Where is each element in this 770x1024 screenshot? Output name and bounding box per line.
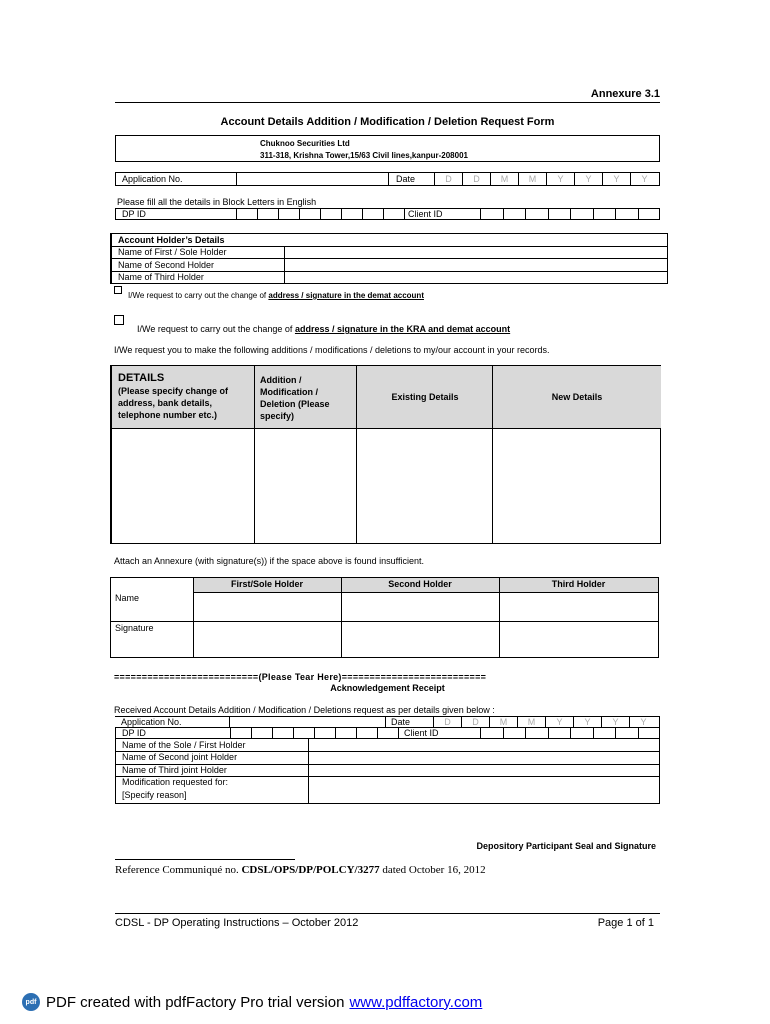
ack-date-field[interactable] (433, 717, 659, 727)
request-demat (128, 291, 424, 300)
new-col: New Details (551, 392, 603, 402)
ack-application-field[interactable] (229, 717, 386, 727)
date-cell: D (433, 717, 461, 727)
annexure-note: Attach an Annexure (with signature(s)) if the space above is found insufficient. (114, 556, 425, 566)
ack-client-id-label: Client ID (404, 728, 439, 738)
third-holder-label: Name of Third Holder (118, 272, 204, 282)
company-name: Chuknoo Securities Ltd (260, 139, 350, 148)
account-holders-header: Account Holder’s Details (118, 235, 225, 245)
ack-dp-id-label: DP ID (122, 728, 146, 738)
details-col-sub: (Please specify change of address, bank details, telephone number etc.) (118, 386, 229, 420)
ack-second-label: Name of Second joint Holder (122, 752, 238, 762)
date-cell: Y (630, 173, 658, 185)
demat-checkbox[interactable] (114, 281, 122, 299)
ack-entry-fields[interactable] (309, 739, 659, 803)
date-cell: D (462, 173, 490, 185)
sig-col-second: Second Holder (388, 579, 452, 589)
ack-date-label: Date (391, 717, 411, 727)
ack-third-label: Name of Third joint Holder (122, 765, 227, 775)
sig-row-name: Name (115, 593, 140, 603)
date-cell: D (434, 173, 462, 185)
details-entry-area[interactable] (112, 429, 661, 543)
date-cell: Y (601, 717, 629, 727)
dp-id-row (115, 208, 660, 220)
date-field[interactable] (434, 173, 660, 185)
addition-col: Addition / Modification / Deletion (Please specify) (260, 375, 330, 421)
form-title: Account Details Addition / Modification / Deletion Request Form (220, 116, 555, 128)
details-table (110, 365, 661, 544)
application-label: Application No. (122, 174, 183, 184)
ack-client-id-field[interactable] (480, 728, 660, 738)
ack-title: Acknowledgement Receipt (330, 683, 445, 693)
reference-suffix: dated October 16, 2012 (382, 864, 486, 876)
ack-sole-first-label: Name of the Sole / First Holder (122, 740, 246, 750)
client-id-field[interactable] (480, 209, 660, 219)
kra-checkbox[interactable] (114, 312, 124, 330)
pdf-banner (22, 993, 482, 1011)
request-kra-prefix: I/We request to carry out the change of (137, 324, 293, 334)
date-cell: Y (573, 717, 601, 727)
date-cell: Y (629, 717, 657, 727)
company-box (115, 135, 660, 162)
first-holder-label: Name of First / Sole Holder (118, 247, 227, 257)
dp-id-label: DP ID (122, 209, 146, 219)
pdf-logo-icon: pdf (22, 993, 40, 1011)
request-demat-prefix: I/We request to carry out the change of (128, 291, 267, 300)
tear-line: ==========================(Please Tear Here)========================== (114, 672, 487, 682)
existing-col: Existing Details (391, 392, 459, 402)
ack-reason-label: [Specify reason] (122, 790, 187, 800)
sig-row-signature: Signature (115, 623, 154, 633)
request-kra (137, 324, 510, 334)
footer-left: CDSL - DP Operating Instructions – October 2012 (115, 917, 359, 929)
request-text: I/We request you to make the following additions / modifications / deletions to my/our account in your records. (114, 345, 550, 355)
application-field[interactable] (236, 173, 387, 185)
header-rule (115, 102, 660, 103)
ack-modification-label: Modification requested for: (122, 777, 229, 787)
ack-form (115, 716, 660, 804)
application-row (115, 172, 660, 186)
reference (115, 864, 486, 876)
date-cell: Y (574, 173, 602, 185)
signature-table (110, 577, 659, 658)
pdf-banner-link[interactable]: www.pdffactory.com (349, 993, 483, 1011)
date-label: Date (396, 174, 416, 184)
block-letters-note: Please fill all the details in Block Letters in English (117, 197, 317, 207)
pdf-banner-text: PDF created with pdfFactory Pro trial version (46, 993, 345, 1011)
date-cell: M (489, 717, 517, 727)
checkbox-icon (114, 286, 122, 294)
footer-rule (115, 913, 660, 914)
date-cell: M (517, 717, 545, 727)
client-id-label: Client ID (408, 209, 443, 219)
details-col-title: DETAILS (118, 372, 165, 384)
sig-col-third: Third Holder (551, 579, 606, 589)
sig-col-first: First/Sole Holder (230, 579, 303, 589)
reference-code: CDSL/OPS/DP/POLCY/3277 (241, 864, 380, 876)
reference-prefix: Reference Communiqué no. (115, 864, 239, 876)
second-holder-label: Name of Second Holder (118, 260, 215, 270)
ack-dp-id-field[interactable] (230, 728, 398, 738)
date-cell: Y (602, 173, 630, 185)
date-cell: Y (545, 717, 573, 727)
seal-signature: Depository Participant Seal and Signature (476, 841, 656, 851)
reference-rule (115, 859, 295, 860)
date-cell: M (490, 173, 518, 185)
date-cell: Y (546, 173, 574, 185)
holder-name-fields[interactable] (284, 246, 285, 283)
company-address: 311-318, Krishna Tower,15/63 Civil lines,kanpur-208001 (260, 151, 468, 160)
footer-right: Page 1 of 1 (597, 917, 654, 929)
account-holders-table (110, 233, 668, 284)
dp-id-field[interactable] (236, 209, 404, 219)
date-cell: M (518, 173, 546, 185)
request-kra-emph: address / signature in the KRA and demat account (294, 324, 511, 334)
ack-application-label: Application No. (121, 717, 182, 727)
checkbox-icon (114, 315, 124, 325)
date-cell: D (461, 717, 489, 727)
annexure-label: Annexure 3.1 (590, 88, 660, 100)
request-demat-emph: address / signature in the demat account (268, 291, 424, 300)
signature-entry-area[interactable] (194, 593, 658, 657)
received-text: Received Account Details Addition / Modification / Deletions request as per details given below : (114, 705, 495, 715)
